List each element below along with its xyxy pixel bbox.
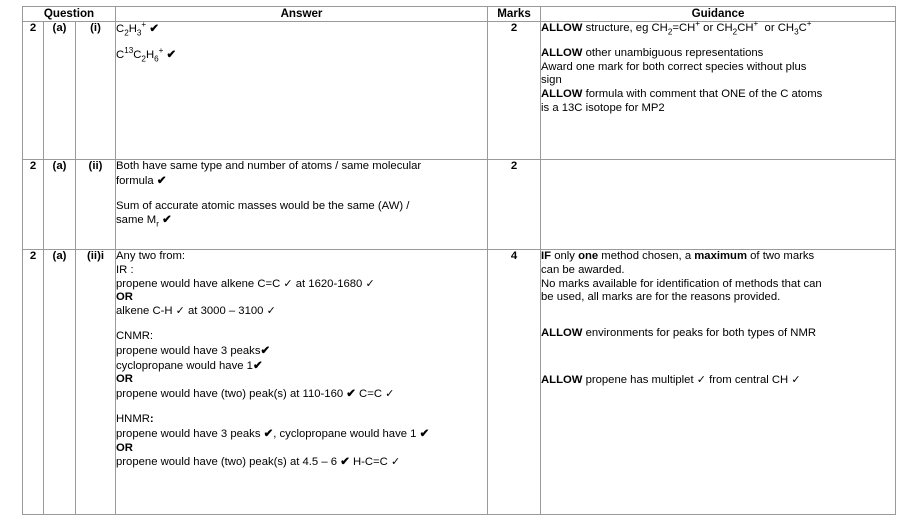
text-line: IR : <box>116 263 134 276</box>
text-line: OR <box>116 291 133 304</box>
question-subpart: (ii) <box>76 160 116 250</box>
answer-cell <box>116 250 488 515</box>
spacer-line <box>116 319 487 330</box>
text-line: cyclopropane would have 1✔ <box>116 359 263 372</box>
table-row <box>23 160 896 250</box>
text-line: $C_2H_3^+$ ✔ <box>116 20 159 38</box>
text-line: $C^{13}C_2H_6^+$ ✔ <box>116 46 177 64</box>
text-line: ALLOW formula with comment that ONE of the C atoms <box>541 88 823 101</box>
spacer-line <box>541 36 895 47</box>
column-header-question: Question <box>23 7 116 22</box>
table-header <box>23 7 896 22</box>
text-line: HNMR: <box>116 412 154 425</box>
text-line: OR <box>116 441 133 454</box>
text-line: same $M_r$ ✔ <box>116 214 172 229</box>
header-row <box>23 7 896 22</box>
text-line: Any two from: <box>116 250 186 263</box>
marks-cell: 4 <box>488 250 541 515</box>
spacer-line <box>541 305 895 316</box>
marks-cell: 2 <box>488 160 541 250</box>
text-line: ALLOW propene has multiplet ✓ from central CH ✓ <box>541 374 801 387</box>
text-line: OR <box>116 373 133 386</box>
text-line: CNMR: <box>116 330 154 343</box>
text-line: be used, all marks are for the reasons provided. <box>541 291 781 304</box>
guidance-cell <box>541 250 896 515</box>
question-subpart: (ii)i <box>76 250 116 515</box>
answer-cell <box>116 160 488 250</box>
text-line: propene would have (two) peak(s) at 4.5 – 6 ✔ H-C=C ✓ <box>116 456 401 469</box>
table-row <box>23 250 896 515</box>
spacer-line <box>541 316 895 327</box>
table-body <box>23 19 896 515</box>
text-line: can be awarded. <box>541 263 625 276</box>
question-number: 2 <box>23 250 44 515</box>
answer-cell <box>116 22 488 160</box>
text-line: propene would have 3 peaks ✔, cyclopropane would have 1 ✔ <box>116 427 430 440</box>
spacer-line <box>116 402 487 413</box>
question-number: 2 <box>23 160 44 250</box>
text-line: alkene C-H ✓ at 3000 – 3100 ✓ <box>116 305 276 318</box>
spacer-line <box>116 189 487 200</box>
text-line: ALLOW structure, eg $CH_2=CH^+$ or $CH_2CH^+$ or $CH_3C^+$ <box>541 19 812 37</box>
question-part: (a) <box>44 22 76 160</box>
column-header-guidance: Guidance <box>541 7 896 22</box>
text-line: propene would have (two) peak(s) at 110-160 ✔ C=C ✓ <box>116 388 395 401</box>
text-line: Both have same type and number of atoms / same molecular <box>116 160 422 173</box>
column-header-answer: Answer <box>116 7 488 22</box>
table-row <box>23 22 896 160</box>
text-line: propene would have alkene C=C ✓ at 1620-1680 ✓ <box>116 277 375 290</box>
text-line: propene would have 3 peaks✔ <box>116 344 271 357</box>
question-part: (a) <box>44 160 76 250</box>
guidance-cell <box>541 160 896 250</box>
mark-scheme-table <box>22 6 896 515</box>
question-part: (a) <box>44 250 76 515</box>
question-subpart: (i) <box>76 22 116 160</box>
spacer-line <box>541 352 895 363</box>
text-line: Award one mark for both correct species without plus <box>541 60 807 73</box>
spacer-line <box>541 363 895 374</box>
spacer-line <box>541 341 895 352</box>
text-line: ALLOW other unambiguous representations <box>541 46 764 59</box>
text-line: IF only one method chosen, a maximum of two marks <box>541 250 815 263</box>
text-line: formula ✔ <box>116 174 167 187</box>
spacer-line <box>116 37 487 48</box>
text-line: is a 13C isotope for MP2 <box>541 102 665 115</box>
text-line: Sum of accurate atomic masses would be the same (AW) / <box>116 199 410 212</box>
marks-cell: 2 <box>488 22 541 160</box>
column-header-marks: Marks <box>488 7 541 22</box>
question-number: 2 <box>23 22 44 160</box>
text-line: No marks available for identification of methods that can <box>541 277 822 290</box>
text-line: sign <box>541 74 562 87</box>
guidance-cell <box>541 19 896 160</box>
text-line: ALLOW environments for peaks for both types of NMR <box>541 327 817 340</box>
